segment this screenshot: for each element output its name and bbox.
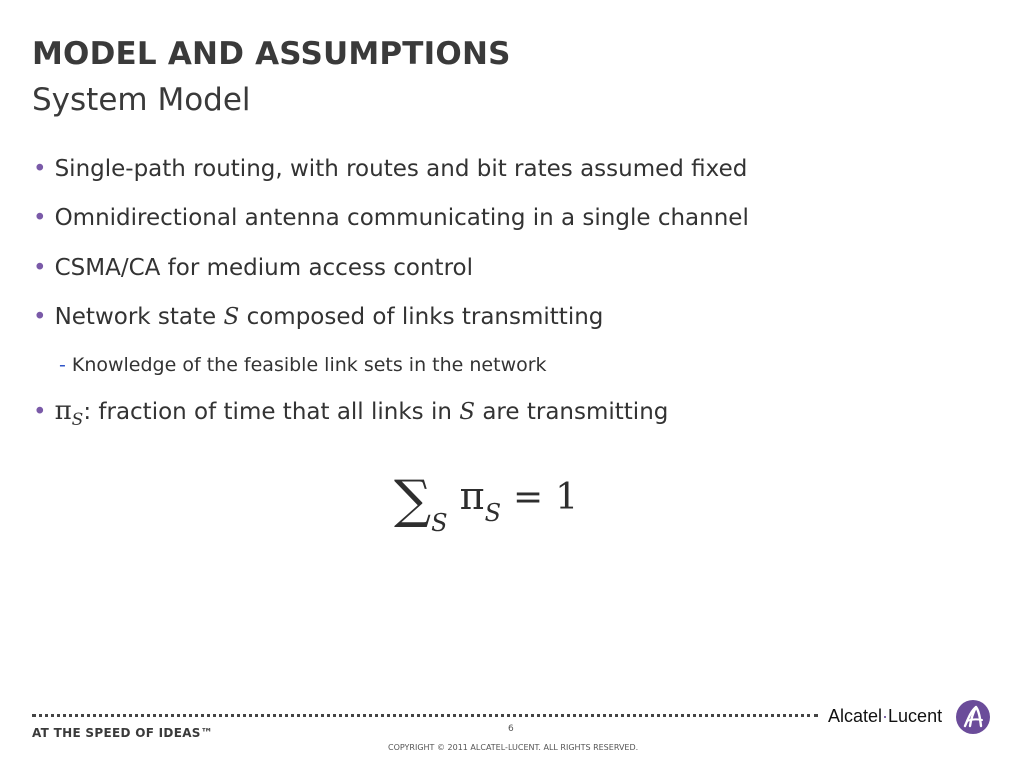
bullet-item-network-state: [33, 304, 603, 330]
bullet-marker: •: [33, 156, 47, 182]
sum-equation: [394, 470, 578, 537]
bullet-text: Network state: [54, 304, 224, 330]
sub-bullet-feasible-sets: [59, 354, 547, 376]
sum-symbol: ∑: [394, 470, 432, 530]
sub-bullet-marker: -: [59, 354, 66, 376]
brand-name-right: Lucent: [888, 706, 943, 726]
brand-separator-dot: ·: [882, 706, 889, 726]
page-number: 6: [508, 724, 514, 734]
bullet-item-csma: [33, 255, 473, 281]
slide-subtitle: System Model: [32, 82, 251, 118]
math-pi-subscript: S: [71, 410, 84, 430]
math-pi: π: [54, 396, 72, 426]
bullet-text: Single-path routing, with routes and bit rates assumed fixed: [54, 156, 748, 182]
bullet-marker: •: [33, 304, 47, 330]
bullet-text: : fraction of time that all links in: [83, 399, 460, 425]
bullet-text: composed of links transmitting: [239, 304, 604, 330]
bullet-item-pi-fraction: [33, 396, 668, 430]
equation-pi: π: [459, 474, 485, 518]
bullet-text: are transmitting: [475, 399, 669, 425]
slide-title: MODEL AND ASSUMPTIONS: [32, 36, 511, 72]
equation-rhs: 1: [555, 477, 579, 518]
bullet-marker: •: [33, 255, 47, 281]
brand-wordmark: [828, 706, 942, 727]
bullet-text: CSMA/CA for medium access control: [54, 255, 473, 281]
footer-tagline: AT THE SPEED OF IDEAS™: [32, 726, 214, 740]
bullet-item-antenna: [33, 205, 749, 231]
brand-name-left: Alcatel: [828, 706, 883, 726]
alcatel-lucent-logo-icon: [955, 699, 991, 735]
math-variable-s: S: [223, 304, 240, 330]
equation-pi-subscript: S: [484, 499, 502, 527]
bullet-marker: •: [33, 205, 47, 231]
copyright-notice: COPYRIGHT © 2011 ALCATEL-LUCENT. ALL RIGHTS RESERVED.: [388, 743, 639, 752]
bullet-marker: •: [33, 399, 47, 425]
bullet-item-routing: [33, 156, 747, 182]
footer-dotted-divider: [32, 714, 818, 717]
sub-bullet-text: Knowledge of the feasible link sets in the network: [71, 354, 547, 376]
equals-sign: =: [513, 477, 544, 518]
bullet-text: Omnidirectional antenna communicating in a single channel: [54, 205, 749, 231]
math-variable-s: S: [459, 399, 476, 425]
sum-subscript: S: [431, 509, 448, 537]
